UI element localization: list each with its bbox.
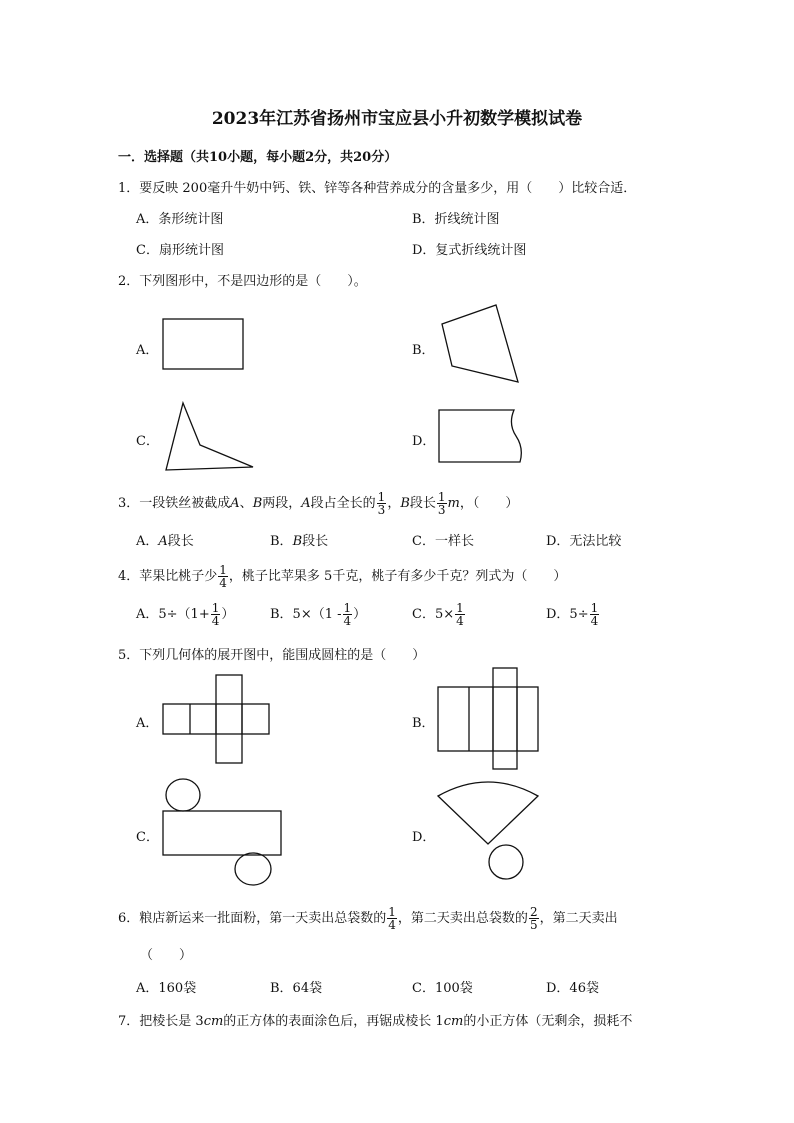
question-4-option-c[interactable]: C．5× $\frac{1}{4}$ [412,601,464,628]
question-6-option-d[interactable]: D．46袋 [546,981,599,996]
question-5-option-d[interactable]: D． [412,830,436,845]
question-2-stem: 2．下列图形中，不是四边形的是（ ）。 [118,274,367,289]
question-4-stem: 4．苹果比桃子少 $\frac{1}{4}$ ，桃子比苹果多 5千克，桃子有多少千克？列式为（ ） [118,563,567,590]
question-2-option-d[interactable]: D． [412,434,436,449]
question-1-option-d[interactable]: D．复式折线统计图 [412,243,527,258]
quadrilateral-figure [438,302,522,386]
cone-net-figure [436,782,542,886]
question-3-stem: 3．一段铁丝被截成A、B两段，A段占全长的 $\frac{1}{3}$ ，B段长 $\frac{1}{3}$ m，（ ） [118,490,519,517]
question-1-stem: 1．要反映 200毫升牛奶中钙、铁、锌等各种营养成分的含量多少，用（ ）比较合适． [118,181,637,196]
question-2-option-a[interactable]: A． [136,343,159,358]
question-5-option-c[interactable]: C． [136,830,159,845]
fraction: $\frac{1}{4}$ [343,601,352,628]
fraction: $\frac{1}{4}$ [590,601,599,628]
page-title: 2023年江苏省扬州市宝应县小升初数学模拟试卷 [211,109,583,129]
question-5-option-b[interactable]: B． [412,716,435,731]
fraction: $\frac{1}{4}$ [388,905,396,932]
rectangle-figure [162,318,246,372]
curved-side-figure [438,408,524,466]
question-3-option-d[interactable]: D．无法比较 [546,534,622,549]
fraction: $\frac{1}{3}$ [437,490,446,517]
question-2-option-b[interactable]: B． [412,343,435,358]
question-4-option-d[interactable]: D．5÷ $\frac{1}{4}$ [546,601,599,628]
question-5-option-a[interactable]: A． [136,716,159,731]
question-7-stem: 7．把棱长是 3cm的正方体的表面涂色后，再锯成棱长 1cm的小正方体（无剩余，损耗不 [118,1014,633,1029]
question-6-option-c[interactable]: C．100袋 [412,981,473,996]
cube-net-figure [162,674,272,766]
question-6-stem: 6．粮店新运来一批面粉，第一天卖出总袋数的 $\frac{1}{4}$ ，第二天卖出总袋数的 $\frac{2}{5}$ ，第二天卖出 [118,905,618,932]
question-3-option-c[interactable]: C．一样长 [412,534,474,549]
cylinder-net-figure [162,778,284,888]
question-6-option-a[interactable]: A．160袋 [136,981,197,996]
fraction: $\frac{1}{3}$ [377,490,386,517]
fraction: $\frac{1}{4}$ [211,601,220,628]
fraction: $\frac{1}{4}$ [456,601,464,628]
question-3-option-a[interactable]: A．A段长 [136,534,194,549]
question-6-stem-continued: （ ） [140,948,193,963]
question-2-option-c[interactable]: C． [136,434,159,449]
section-heading: 一．选择题（共10小题，每小题2分，共20分） [118,150,398,165]
question-5-stem: 5．下列几何体的展开图中，能围成圆柱的是（ ） [118,648,426,663]
prism-net-figure [437,667,541,771]
question-1-option-b[interactable]: B．折线统计图 [412,212,500,227]
question-1-option-c[interactable]: C．扇形统计图 [136,243,224,258]
question-6-option-b[interactable]: B．64袋 [270,981,323,996]
concave-figure [163,400,257,474]
question-4-option-a[interactable]: A．5÷（1+ $\frac{1}{4}$ ） [136,601,235,628]
question-4-option-b[interactable]: B．5×（1 - $\frac{1}{4}$ ） [270,601,367,628]
question-1-option-a[interactable]: A．条形统计图 [136,212,224,227]
fraction: $\frac{2}{5}$ [529,905,538,932]
fraction: $\frac{1}{4}$ [219,563,227,590]
question-3-option-b[interactable]: B．B段长 [270,534,329,549]
